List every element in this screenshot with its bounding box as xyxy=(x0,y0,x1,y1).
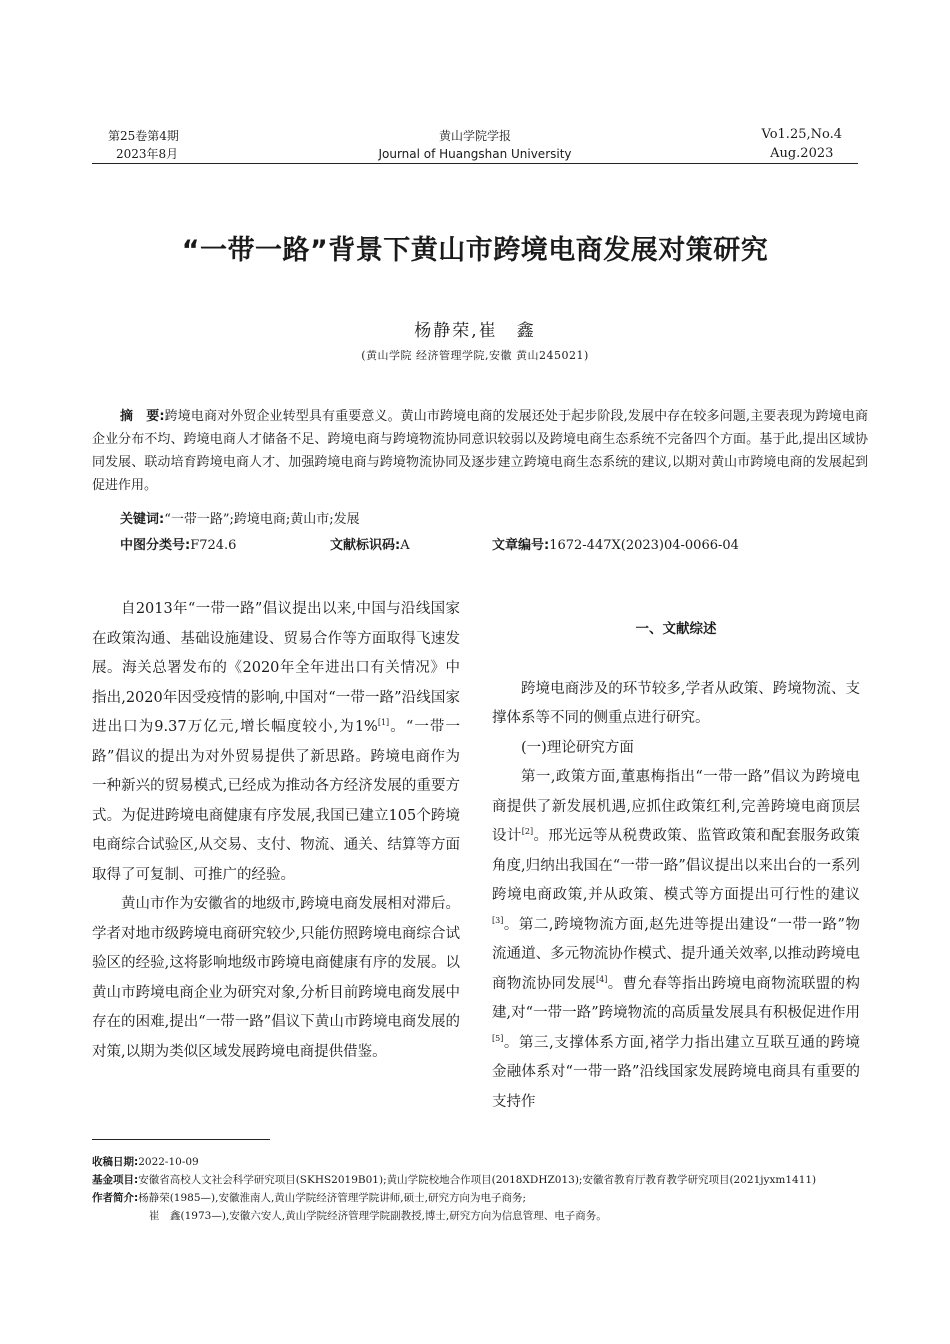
intro-p1-text-a: 自2013年“一带一路”倡议提出以来,中国与沿线国家在政策沟通、基础设施建设、贸易合作等方面取得飞速发展。海关总署发布的《2020年全年进出口有关情况》中指出,2020年因受疫情的影响,中国对“一带一路”沿线国家进出口为9.37万亿元,增长幅度较小,为1% xyxy=(92,601,460,735)
intro-p1-text-b: 。“一带一路”倡议的提出为对外贸易提供了新思路。跨境电商作为一种新兴的贸易模式,已经成为推动各方经济发展的重要方式。为促进跨境电商健康有序发展,我国已建立105个跨境电商综合试验区,从交易、支付、物流、通关、结算等方面取得了可复制、可推广的经验。 xyxy=(92,719,460,883)
document-code xyxy=(330,536,410,556)
abstract-text: 跨境电商对外贸企业转型具有重要意义。黄山市跨境电商的发展还处于起步阶段,发展中存在较多问题,主要表现为跨境电商企业分布不均、跨境电商人才储备不足、跨境电商与跨境物流协同意识较弱以及跨境电商生态系统不完备四个方面。基于此,提出区域协同发展、联动培育跨境电商人才、加强跨境电商与跨境物流协同及逐步建立跨境电商生态系统的建议,以期对黄山市跨境电商的发展起到促进作用。 xyxy=(92,409,869,493)
citation-ref-4: [4] xyxy=(596,974,608,984)
article-value: 1672-447X(2023)04-0066-04 xyxy=(549,538,739,553)
keywords-text: “一带一路”;跨境电商;黄山市;发展 xyxy=(164,512,360,527)
journal-name-cn: 黄山学院学报 xyxy=(438,129,511,143)
intro-paragraph-2: 黄山市作为安徽省的地级市,跨境电商发展相对滞后。学者对地市级跨境电商研究较少,只能仿照跨境电商综合试验区的经验,这将影响地级市跨境电商健康有序的发展。以黄山市跨境电商企业为研究对象,分析目前跨境电商发展中存在的困难,提出“一带一路”倡议下黄山市跨境电商发展的对策,以期为类似区域发展跨境电商提供借鉴。 xyxy=(92,896,460,1060)
review-p2-text-a: 第一,政策方面,董惠梅指出“一带一路”倡议为跨境电商提供了新发展机遇,应抓住政策红利,完善跨境电商顶层设计 xyxy=(492,769,860,844)
publication-date-en: Aug.2023 xyxy=(770,146,834,161)
review-p2-text-c: 。第二,跨境物流方面,赵先进等提出建设“一带一路”物流通道、多元物流协作模式、提升通关效率,以推动跨境电商物流协同发展 xyxy=(492,916,860,992)
article-number xyxy=(492,536,739,556)
section-heading: 一、文献综述 xyxy=(635,621,717,637)
intro-paragraph-1 xyxy=(92,595,460,890)
paper-title: “一带一路”背景下黄山市跨境电商发展对策研究 xyxy=(181,235,769,266)
author-bio-1 xyxy=(92,1189,868,1207)
citation-ref-2: [2] xyxy=(521,827,534,837)
fund-label: 基金项目: xyxy=(92,1174,139,1186)
received-label: 收稿日期: xyxy=(92,1156,139,1168)
clc-label: 中图分类号: xyxy=(120,538,191,553)
review-p2-text-d: 。曹允春等指出跨境电商物流联盟的构建,对“一带一路”跨境物流的高质量发展具有积极促进作用 xyxy=(492,975,861,1021)
right-column xyxy=(492,615,860,1117)
article-label: 文章编号: xyxy=(492,538,550,553)
publication-date: 2023年8月 xyxy=(116,147,179,161)
subsection-heading: (一)理论研究方面 xyxy=(521,739,634,756)
citation-ref-1: [1] xyxy=(377,718,390,728)
footnote-divider xyxy=(92,1139,270,1140)
author-bio-label: 作者简介: xyxy=(92,1192,139,1204)
doc-value: A xyxy=(400,538,410,553)
volume-issue: 第25卷第4期 xyxy=(108,129,179,143)
abstract xyxy=(92,405,868,497)
review-paragraph-2 xyxy=(492,763,860,1117)
keywords-label: 关键词: xyxy=(120,512,165,527)
volume-issue-en: Vo1.25,No.4 xyxy=(761,127,842,142)
received-date xyxy=(92,1153,868,1171)
review-p2-text-b: 。邢光远等从税费政策、监管政策和配套服务政策角度,归纳出我国在“一带一路”倡议提出以来出台的一系列跨境电商政策,并从政策、模式等方面提出可行性的建议 xyxy=(492,828,861,903)
citation-ref-5: [5] xyxy=(492,1033,504,1043)
left-column xyxy=(92,595,460,1067)
fund-value: 安徽省高校人文社会科学研究项目(SKHS2019B01);黄山学院校地合作项目(2018XDHZ013);安徽省教育厅教育教学研究项目(2021jyxm1411) xyxy=(138,1174,817,1186)
citation-ref-3: [3] xyxy=(492,915,504,925)
header-divider xyxy=(92,163,858,164)
fund-info xyxy=(92,1171,868,1189)
journal-name-en: Journal of Huangshan University xyxy=(378,147,572,161)
author-bio-1-text: 杨静荣(1985—),安徽淮南人,黄山学院经济管理学院讲师,硕士,研究方向为电子商务; xyxy=(138,1192,527,1204)
clc-code xyxy=(120,536,236,556)
received-value: 2022-10-09 xyxy=(138,1156,199,1168)
review-paragraph-1: 跨境电商涉及的环节较多,学者从政策、跨境物流、支撑体系等不同的侧重点进行研究。 xyxy=(492,680,860,726)
review-p2-text-e: 。第三,支撑体系方面,褚学力指出建立互联互通的跨境金融体系对“一带一路”沿线国家发展跨境电商具有重要的支持作 xyxy=(492,1034,860,1110)
author-affiliation: (黄山学院 经济管理学院,安徽 黄山245021) xyxy=(361,349,589,362)
journal-volume-en xyxy=(762,125,842,163)
abstract-label: 摘 要: xyxy=(120,409,165,424)
keywords xyxy=(120,510,360,530)
author-bio-2: 崔 鑫(1973—),安徽六安人,黄山学院经济管理学院副教授,博士,研究方向为信息管理、电子商务。 xyxy=(149,1210,607,1222)
doc-label: 文献标识码: xyxy=(330,538,401,553)
paper-authors: 杨静荣,崔 鑫 xyxy=(414,321,536,341)
clc-value: F724.6 xyxy=(190,538,237,553)
footnotes xyxy=(92,1153,868,1225)
